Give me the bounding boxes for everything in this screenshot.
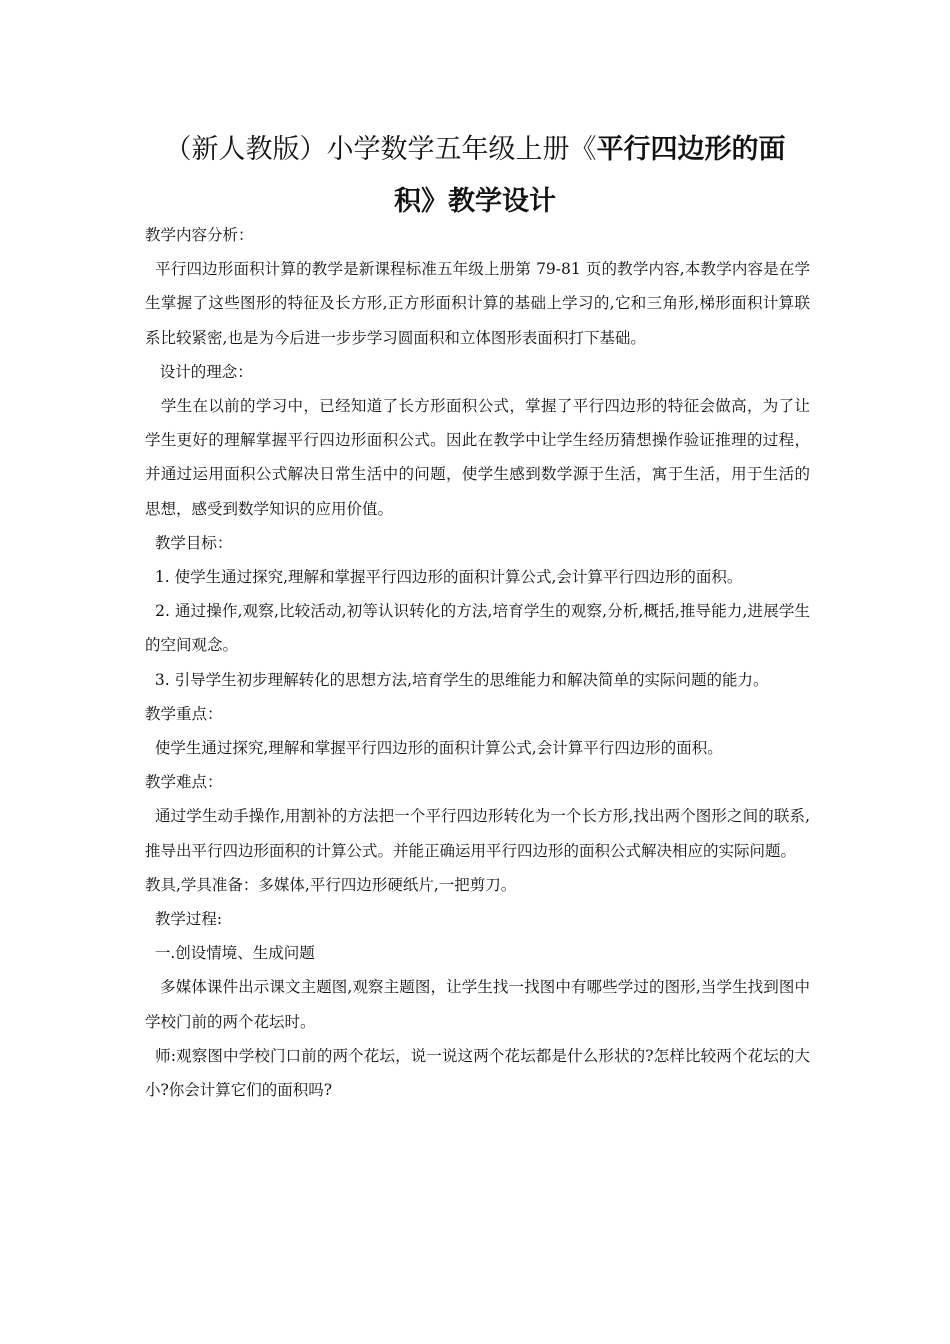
heading-teaching-goals: 教学目标： (145, 533, 233, 552)
title-bold-text-continued: 积》教学设计 (394, 186, 556, 217)
goal-item-3: 3. 引导学生初步理解转化的思想方法,培育学生的思维能力和解决简单的实际问题的能力。 (145, 670, 769, 689)
heading-design-concept: 设计的理念： (145, 362, 253, 381)
title-bold-text: 平行四边形的面 (596, 134, 786, 165)
title-light-text: （新人教版）小学数学五年级上册《 (164, 134, 597, 165)
section-create-situation: 一.创设情境、生成问题 (145, 944, 315, 963)
goal-item-1: 1. 使学生通过探究,理解和掌握平行四边形的面积计算公式,会计算平行四边形的面积。 (145, 568, 743, 587)
heading-difficult-points: 教学难点： (145, 773, 223, 792)
paragraph-design-concept: 学生在以前的学习中，已经知道了长方形面积公式，掌握了平行四边形的特征会做高，为了让学生更好的理解掌握平行四边形面积公式。因此在教学中让学生经历猜想操作验证推理的过程，并通过运用面积公式解决日常生活中的问题，使学生感到数学源于生活，寓于生活，用于生活的思想，感受到数学知识的应用价值。 (145, 397, 810, 518)
paragraph-materials: 教具,学具准备：多媒体,平行四边形硬纸片,一把剪刀。 (145, 875, 517, 894)
paragraph-difficult-points: 通过学生动手操作,用割补的方法把一个平行四边形转化为一个长方形,找出两个图形之间的联系,推导出平行四边形面积的计算公式。并能正确运用平行四边形的面积公式解决相应的实际问题。 (145, 807, 810, 860)
heading-key-points: 教学重点： (145, 704, 223, 723)
document-title-line-1 (140, 124, 810, 176)
paragraph-teacher-question: 师:观察图中学校门口前的两个花坛，说一说这两个花坛都是什么形状的?怎样比较两个花坛的大小?你会计算它们的面积吗? (145, 1046, 810, 1100)
goal-item-2: 2. 通过操作,观察,比较活动,初等认识转化的方法,培育学生的观察,分析,概括,推导能力,进展学生的空间观念。 (145, 602, 810, 655)
paragraph-multimedia: 多媒体课件出示课文主题图,观察主题图，让学生找一找图中有哪些学过的图形,当学生找到图中学校门前的两个花坛时。 (145, 978, 811, 1031)
paragraph-content-analysis: 平行四边形面积计算的教学是新课程标准五年级上册第 79-81 页的教学内容,本教学内容是在学生掌握了这些图形的特征及长方形,正方形面积计算的基础上学习的,它和三角形,梯形面积计算联系比较紧密,也是为今后进一步步学习圆面积和立体图形表面积打下基础。 (145, 260, 810, 347)
paragraph-key-points: 使学生通过探究,理解和掌握平行四边形的面积计算公式,会计算平行四边形的面积。 (145, 739, 723, 758)
document-body (145, 218, 810, 1107)
heading-content-analysis: 教学内容分析： (145, 226, 254, 244)
heading-teaching-process: 教学过程: (145, 910, 223, 929)
